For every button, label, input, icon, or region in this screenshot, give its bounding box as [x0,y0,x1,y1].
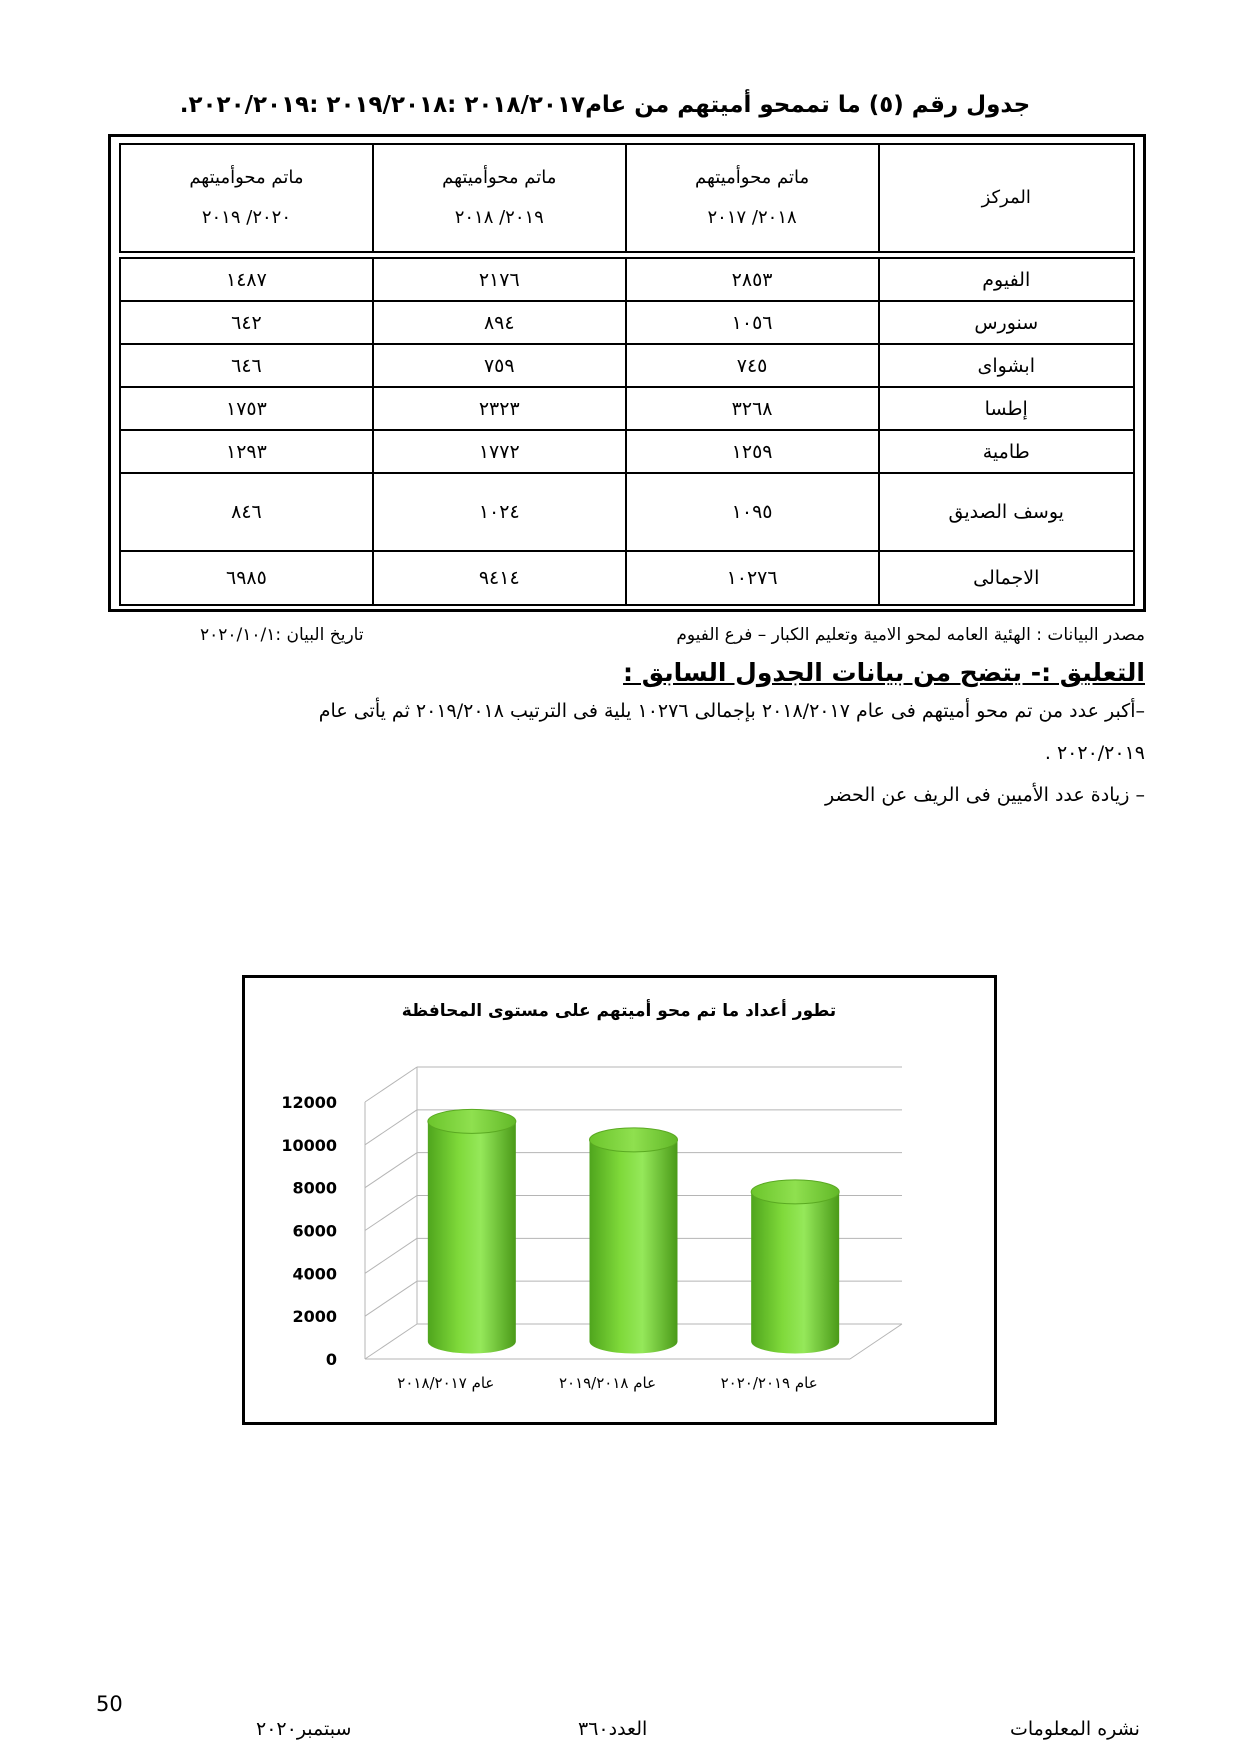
header-2018-2019-years: ٢٠١٩/ ٢٠١٨ [454,207,544,228]
footer-publication: نشره المعلومات [1010,1718,1140,1740]
row-center-name: الاجمالى [879,551,1135,605]
bar-top [428,1109,516,1133]
row-value-2018-2019: ٩٤١٤ [373,551,626,605]
gridline-side [365,1238,417,1273]
table-title: جدول رقم (٥) ما تممحو أميتهم من عام٢٠١٨/٢٠١٧ :٢٠١٩/٢٠١٨ :٢٠٢٠/٢٠١٩. [179,92,1031,118]
header-2017-2018 [626,144,879,252]
chart-bar [751,1180,839,1354]
table-row [120,387,1134,430]
x-tick-label: عام ٢٠٢٠/٢٠١٩ [720,1374,818,1392]
bar-body [751,1192,839,1354]
row-value-2018-2019: ٢٣٢٣ [373,387,626,430]
gridline-side [365,1196,417,1231]
row-value-2019-2020: ١٤٨٧ [120,258,373,301]
table-row [120,344,1134,387]
header-2019-2020-years: ٢٠٢٠/ ٢٠١٩ [201,207,291,228]
row-value-2017-2018: ١٠٢٧٦ [626,551,879,605]
row-value-2018-2019: ٧٥٩ [373,344,626,387]
row-value-2019-2020: ٦٤٢ [120,301,373,344]
data-source: مصدر البيانات : الهئية العامه لمحو الامية وتعليم الكبار – فرع الفيوم [676,625,1145,645]
row-value-2018-2019: ١٠٢٤ [373,473,626,551]
header-center: المركز [879,144,1135,252]
y-tick-label: 10000 [281,1135,337,1155]
table-row [120,430,1134,473]
row-value-2019-2020: ١٧٥٣ [120,387,373,430]
row-center-name: إطسا [879,387,1135,430]
y-tick-label: 6000 [292,1221,337,1241]
floor-right-edge [850,1324,902,1359]
row-value-2017-2018: ٧٤٥ [626,344,879,387]
table-row [120,258,1134,301]
gridline-side [365,1153,417,1188]
y-tick-label: 8000 [292,1178,337,1198]
chart-frame [242,975,997,1425]
row-value-2018-2019: ٨٩٤ [373,301,626,344]
data-table-frame [108,134,1146,612]
header-2018-2019-label: ماتم محوأميتهم [442,167,557,188]
footer-date: سبتمبر٢٠٢٠ [256,1718,352,1740]
row-value-2019-2020: ٦٤٦ [120,344,373,387]
bar-body [428,1121,516,1353]
y-tick-label: 4000 [292,1264,337,1284]
page-number: 50 [96,1692,123,1716]
row-value-2019-2020: ١٢٩٣ [120,430,373,473]
comment-title: التعليق :- يتضح من بيانات الجدول السابق : [623,658,1145,687]
y-tick-label: 12000 [281,1093,337,1112]
header-2017-2018-years: ٢٠١٨/ ٢٠١٧ [707,207,797,228]
header-2019-2020 [120,144,373,252]
bar-top [590,1128,678,1152]
table-total-row [120,551,1134,605]
row-value-2017-2018: ٣٢٦٨ [626,387,879,430]
row-value-2017-2018: ٢٨٥٣ [626,258,879,301]
comment-line-3: – زيادة عدد الأميين فى الريف عن الحضر [825,784,1145,806]
bar-chart [245,978,994,1422]
comment-line-1: –أكبر عدد من تم محو أميتهم فى عام ٢٠١٨/٢٠١٧ بإجمالى ١٠٢٧٦ يلية فى الترتيب ٢٠١٩/٢٠١٨ ثم يأتى عام [318,700,1145,722]
x-tick-label: عام ٢٠١٩/٢٠١٨ [558,1374,657,1392]
data-table [119,143,1135,606]
footer-issue: العدد٣٦٠ [578,1718,648,1740]
row-center-name: ابشواى [879,344,1135,387]
table-header-row [120,144,1134,252]
row-value-2017-2018: ١٠٩٥ [626,473,879,551]
y-tick-label: 2000 [292,1307,337,1327]
chart-bar [428,1109,516,1353]
header-2019-2020-label: ماتم محوأميتهم [189,167,304,188]
row-value-2018-2019: ٢١٧٦ [373,258,626,301]
row-center-name: يوسف الصديق [879,473,1135,551]
gridline-side [365,1110,417,1145]
chart-bar [590,1128,678,1354]
data-date: تاريخ البيان :٢٠٢٠/١٠/١ [200,625,364,645]
table-row [120,473,1134,551]
header-2017-2018-label: ماتم محوأميتهم [694,167,810,188]
gridline-side [365,1281,417,1316]
header-2018-2019 [373,144,626,252]
row-value-2019-2020: ٦٩٨٥ [120,551,373,605]
bar-body [590,1140,678,1354]
y-tick-label: 0 [325,1350,337,1369]
row-value-2018-2019: ١٧٧٢ [373,430,626,473]
gridline-side [365,1067,417,1102]
row-center-name: الفيوم [879,258,1135,301]
bar-top [751,1180,839,1204]
row-value-2019-2020: ٨٤٦ [120,473,373,551]
x-tick-label: عام ٢٠١٨/٢٠١٧ [397,1374,495,1392]
row-center-name: سنورس [879,301,1135,344]
comment-line-2: ٢٠٢٠/٢٠١٩ . [1044,742,1145,764]
table-row [120,301,1134,344]
row-center-name: طامية [879,430,1135,473]
row-value-2017-2018: ١٢٥٩ [626,430,879,473]
gridline-side [365,1324,417,1359]
row-value-2017-2018: ١٠٥٦ [626,301,879,344]
chart-title: تطور أعداد ما تم محو أميتهم على مستوى المحافظة [401,1001,837,1021]
